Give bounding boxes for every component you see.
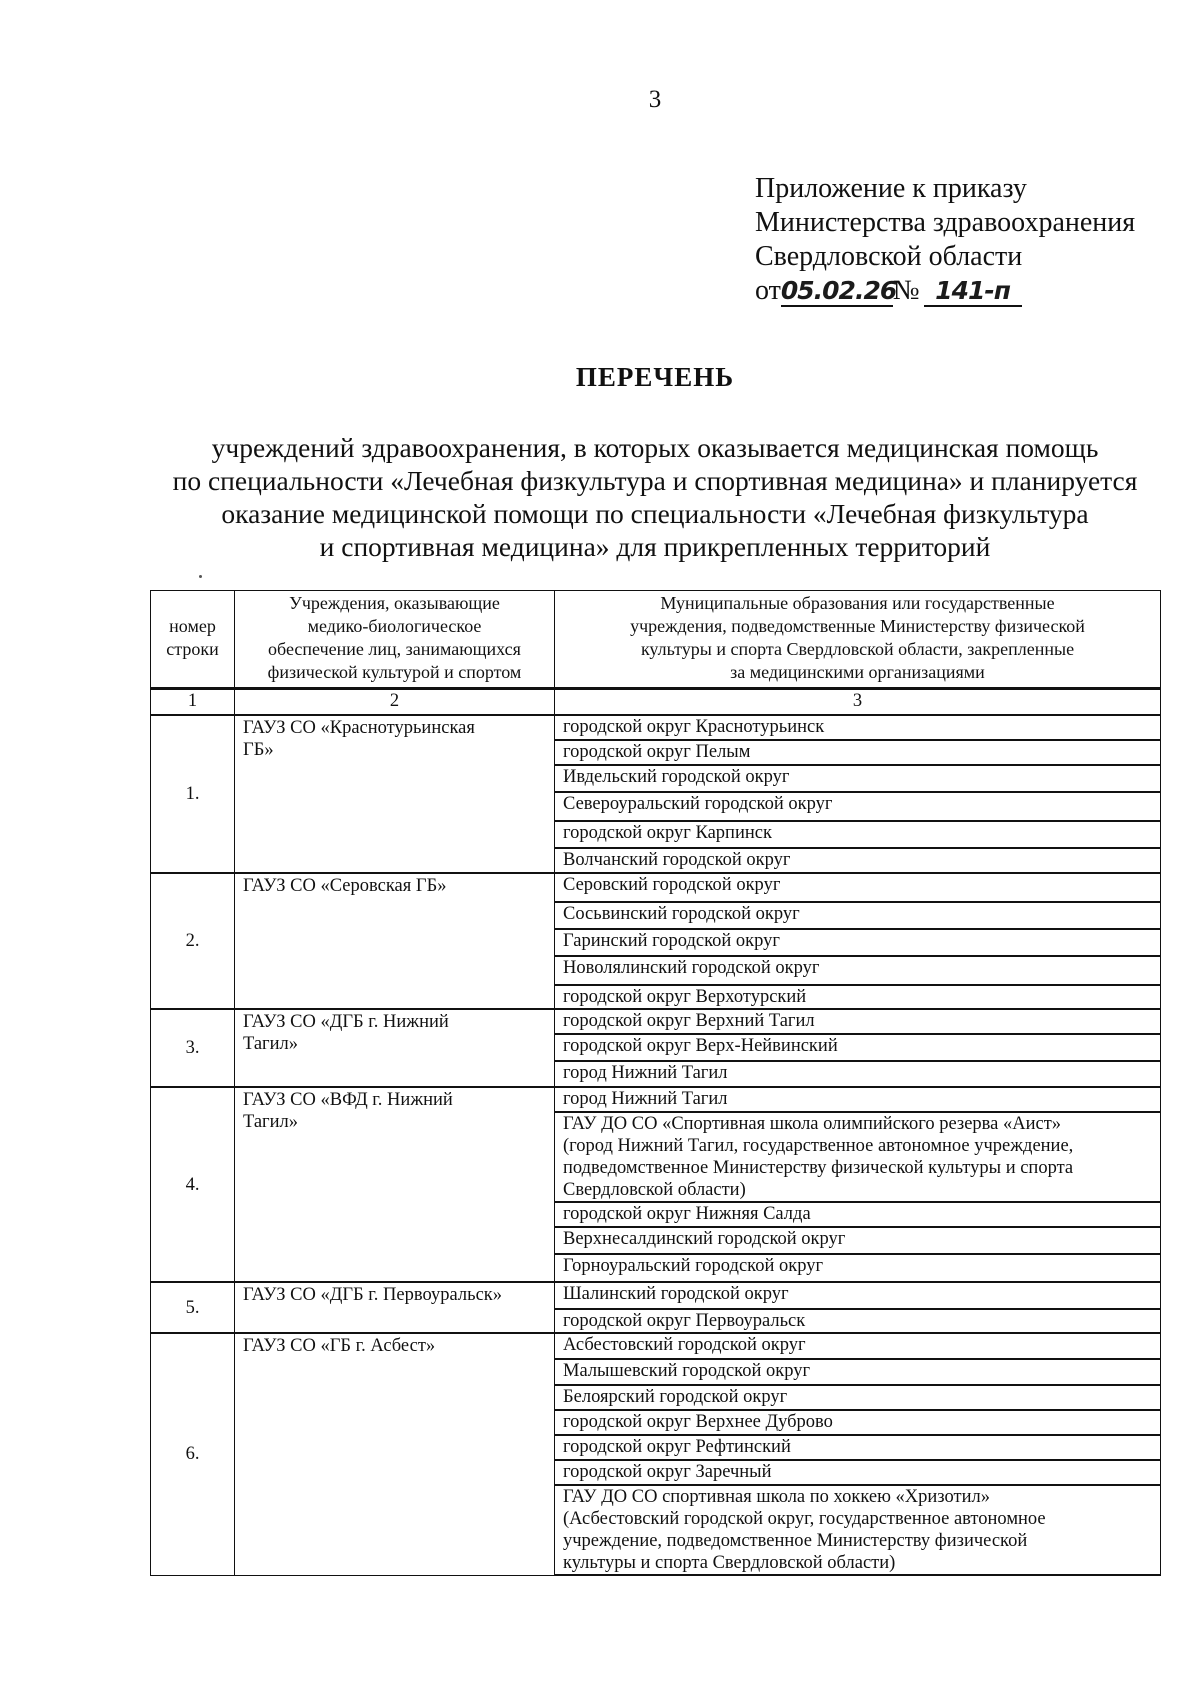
table-row xyxy=(151,1087,1161,1112)
cell-text-line: ГАУЗ СО «ВФД г. Нижний xyxy=(243,1090,453,1110)
cell-text-line: городской округ Верхнее Дуброво xyxy=(563,1412,833,1432)
appendix-date-line xyxy=(755,274,1135,308)
cell-text-line: городской округ Карпинск xyxy=(563,823,772,843)
cell-text-line: Белоярский городской округ xyxy=(563,1387,788,1407)
cell-text-line: обеспечение лиц, занимающихся xyxy=(268,639,521,659)
cell-text-line: Серовский городской округ xyxy=(563,875,781,895)
municipality xyxy=(555,1385,1161,1410)
cell-text-line: ГАУ ДО СО спортивная школа по хоккею «Хризотил» xyxy=(563,1487,990,1507)
cell-text-line: Тагил» xyxy=(243,1034,299,1054)
cell-text-line: Горноуральский городской округ xyxy=(563,1256,824,1276)
cell-text-line: городской округ Заречный xyxy=(563,1462,772,1482)
appendix-line-3: Свердловской области xyxy=(755,241,1023,272)
table-row xyxy=(151,873,1161,902)
cell-text-line: (Асбестовский городской округ, государственное автономное xyxy=(563,1509,1046,1529)
municipality xyxy=(555,1202,1161,1227)
cell-text-line: городской округ Верхотурский xyxy=(563,987,807,1007)
cell-text-line: строки xyxy=(166,639,219,659)
cell-text-line: Тагил» xyxy=(243,1112,299,1132)
cell-text-line: город Нижний Тагил xyxy=(563,1063,728,1083)
cell-text-line: городской округ Нижняя Салда xyxy=(563,1204,811,1224)
row-number: 6. xyxy=(151,1333,235,1575)
cell-text-line: городской округ Первоуральск xyxy=(563,1311,806,1331)
institution-name xyxy=(235,1009,555,1087)
institution-name xyxy=(235,1087,555,1282)
cell-text-line: Североуральский городской округ xyxy=(563,794,833,814)
cell-text-line: Свердловской области) xyxy=(563,1180,746,1200)
municipality xyxy=(555,1410,1161,1435)
cell-text-line: физической культурой и спортом xyxy=(267,662,522,682)
order-number: 141-п xyxy=(924,277,1022,307)
municipality xyxy=(555,873,1161,902)
cell-text-line: учреждения, подведомственные Министерству физической xyxy=(630,616,1085,636)
institutions-table xyxy=(150,590,1161,1576)
cell-text-line: ГАУЗ СО «Серовская ГБ» xyxy=(243,876,447,896)
cell-text-line: городской округ Краснотурьинск xyxy=(563,717,825,737)
cell-text-line: медико-биологическое xyxy=(307,616,482,636)
scan-speck xyxy=(199,575,202,578)
cell-text-line: городской округ Верх-Нейвинский xyxy=(563,1036,838,1056)
document-title: ПЕРЕЧЕНЬ xyxy=(575,362,735,392)
appendix-line-2: Министерства здравоохранения xyxy=(755,207,1136,238)
header-row-number xyxy=(151,591,235,689)
municipality xyxy=(555,1254,1161,1282)
municipality xyxy=(555,792,1161,821)
cell-text-line: ГАУ ДО СО «Спортивная школа олимпийского резерва «Аист» xyxy=(563,1114,1062,1134)
municipality xyxy=(555,1034,1161,1061)
institution-name xyxy=(235,1282,555,1333)
cell-text-line: подведомственное Министерству физической культуры и спорта xyxy=(563,1158,1074,1178)
table-body xyxy=(151,689,1161,1576)
column-number: 1 xyxy=(151,689,235,716)
cell-text-line: городской округ Пелым xyxy=(563,742,751,762)
institution-name xyxy=(235,1333,555,1575)
municipality xyxy=(555,1087,1161,1112)
table-row xyxy=(151,1333,1161,1359)
subtitle-line: и спортивная медицина» для прикрепленных территорий xyxy=(319,531,991,562)
cell-text-line: городской округ Верхний Тагил xyxy=(563,1011,815,1031)
cell-text-line: культуры и спорта Свердловской области) xyxy=(563,1553,896,1573)
cell-text-line: Учреждения, оказывающие xyxy=(289,593,500,613)
table-row xyxy=(151,1282,1161,1309)
municipality xyxy=(555,1435,1161,1460)
municipality xyxy=(555,1227,1161,1254)
number-prefix: № xyxy=(892,275,920,306)
cell-text-line: ГБ» xyxy=(243,740,274,760)
column-number: 3 xyxy=(555,689,1161,716)
municipality xyxy=(555,929,1161,956)
row-number: 2. xyxy=(151,873,235,1009)
cell-text-line: Сосьвинский городской округ xyxy=(563,904,800,924)
cell-text-line: Верхнесалдинский городской округ xyxy=(563,1229,846,1249)
cell-text-line: городской округ Рефтинский xyxy=(563,1437,791,1457)
municipality xyxy=(555,740,1161,765)
cell-text-line: (город Нижний Тагил, государственное автономное учреждение, xyxy=(563,1136,1074,1156)
cell-text-line: Малышевский городской округ xyxy=(563,1361,811,1381)
column-number: 2 xyxy=(235,689,555,716)
cell-text-line: за медицинскими организациями xyxy=(730,662,985,682)
row-number: 4. xyxy=(151,1087,235,1282)
subtitle-line: по специальности «Лечебная физкультура и спортивная медицина» и планируется xyxy=(172,465,1138,496)
document-subtitle xyxy=(150,431,1160,563)
municipality xyxy=(555,902,1161,929)
cell-text-line: Гаринский городской округ xyxy=(563,931,780,951)
date-prefix: от xyxy=(755,275,781,306)
municipality xyxy=(555,848,1161,873)
appendix-line-1: Приложение к приказу xyxy=(755,173,1027,204)
header-municipalities xyxy=(555,591,1161,689)
cell-text-line: ГАУЗ СО «Краснотурьинская xyxy=(243,718,475,738)
municipality xyxy=(555,956,1161,985)
municipality xyxy=(555,1485,1161,1575)
cell-text-line: учреждение, подведомственное Министерству физической xyxy=(563,1531,1028,1551)
cell-text-line: ГАУЗ СО «ДГБ г. Нижний xyxy=(243,1012,449,1032)
cell-text-line: ГАУЗ СО «ГБ г. Асбест» xyxy=(243,1336,436,1356)
municipality xyxy=(555,985,1161,1009)
page-number: 3 xyxy=(648,86,662,113)
appendix-block xyxy=(755,172,1135,308)
municipality xyxy=(555,1359,1161,1385)
cell-text-line: культуры и спорта Свердловской области, закрепленные xyxy=(640,639,1075,659)
subtitle-line: учреждений здравоохранения, в которых оказывается медицинская помощь xyxy=(211,432,1099,463)
municipality xyxy=(555,821,1161,848)
row-number: 5. xyxy=(151,1282,235,1333)
municipality xyxy=(555,1309,1161,1333)
municipality xyxy=(555,1282,1161,1309)
cell-text-line: Ивдельский городской округ xyxy=(563,767,790,787)
cell-text-line: Асбестовский городской округ xyxy=(563,1335,806,1355)
cell-text-line: ГАУЗ СО «ДГБ г. Первоуральск» xyxy=(243,1285,503,1305)
municipality xyxy=(555,1112,1161,1202)
municipality xyxy=(555,1333,1161,1359)
cell-text-line: город Нижний Тагил xyxy=(563,1089,728,1109)
institution-name xyxy=(235,715,555,873)
cell-text-line: номер xyxy=(169,616,216,636)
municipality xyxy=(555,1460,1161,1485)
institution-name xyxy=(235,873,555,1009)
cell-text-line: Волчанский городской округ xyxy=(563,850,791,870)
cell-text-line: Муниципальные образования или государственные xyxy=(660,593,1055,613)
subtitle-line: оказание медицинской помощи по специальности «Лечебная физкультура xyxy=(221,498,1089,529)
cell-text-line: Шалинский городской округ xyxy=(563,1284,789,1304)
municipality xyxy=(555,715,1161,740)
municipality xyxy=(555,765,1161,792)
order-date: 05.02.26 xyxy=(780,276,897,305)
row-number: 1. xyxy=(151,715,235,873)
column-numbers-row xyxy=(151,689,1161,716)
municipality xyxy=(555,1009,1161,1034)
row-number: 3. xyxy=(151,1009,235,1087)
header-institutions xyxy=(235,591,555,689)
municipality xyxy=(555,1061,1161,1087)
header-row xyxy=(151,591,1161,689)
table-row xyxy=(151,1009,1161,1034)
table-row xyxy=(151,715,1161,740)
cell-text-line: Новолялинский городской округ xyxy=(563,958,820,978)
